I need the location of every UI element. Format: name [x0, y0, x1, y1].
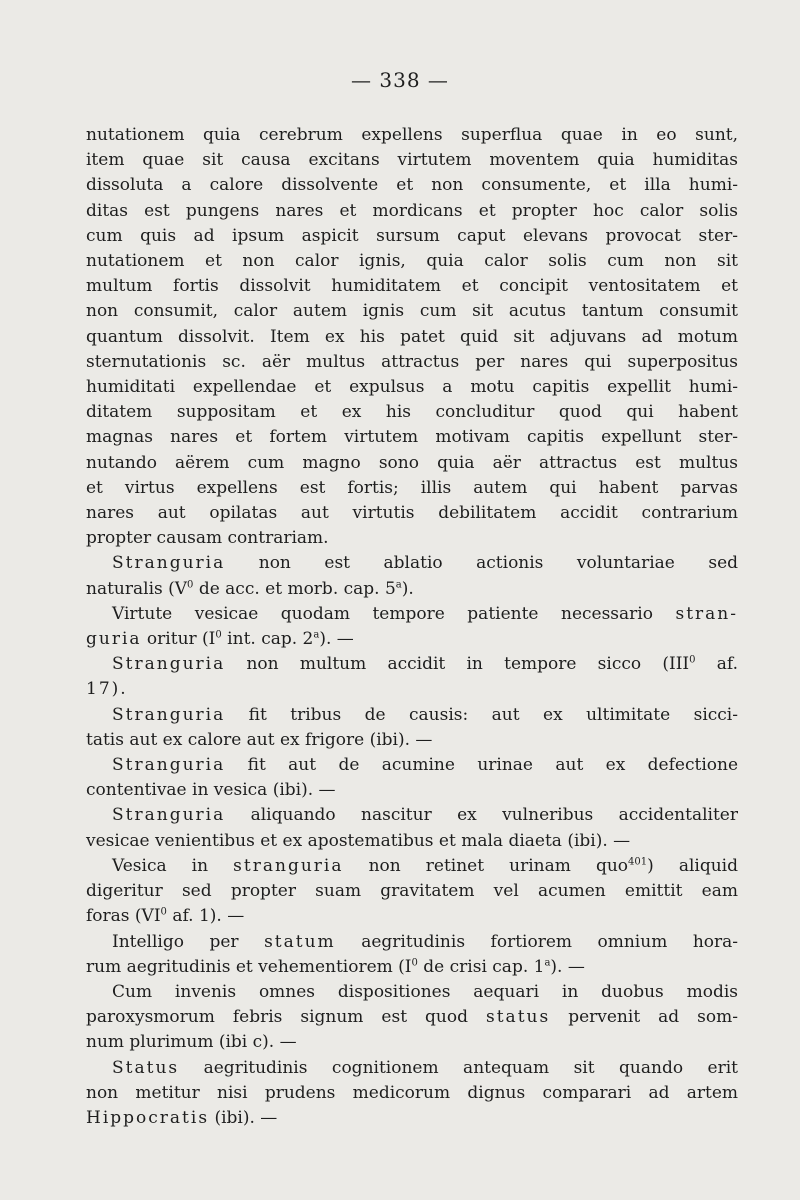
text-span: paroxysmorum febris signum est quod	[86, 1007, 468, 1028]
text-line: propter causam contrariam.	[86, 528, 329, 549]
text-line	[86, 955, 738, 980]
text-line: humiditati expellendae et expulsus a motu capitis expellit humi-	[86, 377, 738, 398]
text-line: non metitur nisi prudens medicorum dignus comparari ad artem	[86, 1082, 738, 1103]
text-line	[86, 803, 738, 828]
text-line	[86, 677, 738, 702]
text-line	[86, 652, 738, 677]
text-line	[86, 1056, 738, 1081]
superscript: a	[544, 957, 551, 969]
text-line	[86, 854, 738, 879]
text-span: ).	[401, 578, 414, 599]
text-line	[86, 904, 738, 929]
text-span: ). —	[550, 956, 585, 977]
text-span: ) aliquid	[647, 855, 739, 876]
text-span: non est ablatio actionis voluntariae sed	[258, 553, 739, 574]
superscript: 0	[215, 629, 222, 641]
text-span: 17).	[86, 679, 128, 700]
key-term: Stranguria	[112, 654, 226, 675]
key-term: Stranguria	[112, 553, 226, 574]
continued-paragraph	[86, 123, 738, 551]
superscript: 0	[689, 654, 696, 666]
entry-paragraph	[86, 854, 738, 930]
text-span: aegritudinis fortiorem omnium hora-	[361, 931, 739, 952]
text-span: int. cap. 2	[221, 629, 314, 650]
text-span: af. 1). —	[166, 906, 245, 927]
text-span: Virtute vesicae quodam tempore patiente necessario	[112, 603, 653, 624]
text-span: non multum accidit in tempore sicco (III	[246, 654, 690, 675]
text-span: aliquando nascitur ex vulneribus accidentaliter	[250, 805, 738, 826]
entry-paragraph	[86, 803, 738, 853]
footnote-marker: 401	[628, 856, 648, 868]
text-line: digeritur sed propter suam gravitatem vel acumen emittit eam	[86, 881, 738, 902]
text-line: non consumit, calor autem ignis cum sit acutus tantum consumit	[86, 301, 738, 322]
text-span: af.	[695, 654, 738, 675]
entry-paragraph	[86, 703, 738, 753]
text-span: fit tribus de causis: aut ex ultimitate sicci-	[248, 704, 738, 725]
entry-paragraph	[86, 551, 738, 601]
text-line	[86, 627, 738, 652]
key-term: Status	[112, 1057, 180, 1078]
text-line: Cum invenis omnes dispositiones aequari in duobus modis	[112, 981, 738, 1002]
entry-paragraph	[86, 1056, 738, 1132]
text-span: naturalis (V	[86, 578, 188, 599]
text-line: item quae sit causa excitans virtutem moventem quia humiditas	[86, 150, 738, 171]
entry-paragraph	[86, 602, 738, 652]
text-span: fit aut de acumine urinae aut ex defectione	[247, 755, 739, 776]
text-span: rum aegritudinis et vehementiorem (I	[86, 956, 412, 977]
superscript: 0	[411, 957, 418, 969]
text-line: quantum dissolvit. Item ex his patet quid sit adjuvans ad motum	[86, 326, 738, 347]
page-number: — 338 —	[351, 68, 449, 92]
key-term: Stranguria	[112, 805, 226, 826]
text-span: ). —	[319, 629, 354, 650]
text-line: multum fortis dissolvit humiditatem et concipit ventositatem et	[86, 276, 738, 297]
key-term: stranguria	[233, 855, 344, 876]
text-line: num plurimum (ibi c). —	[86, 1032, 297, 1053]
superscript: a	[395, 579, 402, 590]
text-line: contentivae in vesica (ibi). —	[86, 780, 336, 801]
entry-paragraph	[86, 753, 738, 803]
text-line: et virtus expellens est fortis; illis autem qui habent parvas	[86, 477, 738, 498]
text-line: ditatem suppositam et ex his concluditur quod qui habent	[86, 402, 738, 423]
key-term: guria	[86, 629, 142, 650]
text-span: pervenit ad som-	[568, 1007, 738, 1028]
text-line: magnas nares et fortem virtutem motivam capitis expellunt ster-	[86, 427, 738, 448]
text-line	[86, 1005, 738, 1030]
key-term: Stranguria	[112, 755, 226, 776]
key-term: Stranguria	[112, 704, 226, 725]
text-line: nutando aërem cum magno sono quia aër attractus est multus	[86, 452, 738, 473]
text-span: (ibi). —	[214, 1107, 278, 1128]
text-line: nutationem et non calor ignis, quia calor solis cum non sit	[86, 251, 738, 272]
text-line: nutationem quia cerebrum expellens superflua quae in eo sunt,	[86, 125, 738, 145]
text-line: vesicae venientibus et ex apostematibus et mala diaeta (ibi). —	[86, 830, 631, 851]
text-line: tatis aut ex calore aut ex frigore (ibi). —	[86, 729, 433, 750]
key-term: statum	[264, 931, 336, 952]
text-line: sternutationis sc. aër multus attractus per nares qui superpositus	[86, 351, 738, 372]
text-line	[86, 577, 738, 602]
text-line	[86, 551, 738, 576]
text-span: de acc. et morb. cap. 5	[193, 578, 396, 599]
text-line	[86, 753, 738, 778]
text-line: cum quis ad ipsum aspicit sursum caput elevans provocat ster-	[86, 225, 738, 246]
superscript: 0	[160, 906, 167, 918]
text-span: foras (VI	[86, 906, 161, 927]
key-term: Hippocratis	[86, 1107, 210, 1128]
key-term: status	[486, 1007, 551, 1028]
text-span: oritur (I	[141, 629, 216, 650]
text-span: non retinet urinam quo	[368, 855, 629, 876]
text-line	[86, 602, 738, 627]
text-line: nares aut opilatas aut virtutis debilitatem accidit contrarium	[86, 503, 738, 524]
text-line	[86, 930, 738, 955]
entry-paragraph	[86, 652, 738, 702]
entry-paragraph	[86, 930, 738, 980]
text-span: Intelligo per	[112, 931, 239, 952]
text-span: Vesica in	[112, 855, 209, 876]
text-span: aegritudinis cognitionem antequam sit quando erit	[203, 1057, 739, 1078]
superscript: 0	[187, 579, 194, 590]
text-span: de crisi cap. 1	[417, 956, 545, 977]
superscript: a	[313, 629, 320, 641]
key-term: stran-	[675, 603, 738, 624]
body-text	[86, 123, 738, 1131]
text-line: dissoluta a calore dissolvente et non consumente, et illa humi-	[86, 175, 738, 196]
text-line: ditas est pungens nares et mordicans et propter hoc calor solis	[86, 200, 738, 221]
text-line	[86, 703, 738, 728]
entry-paragraph	[86, 980, 738, 1056]
text-line	[86, 1106, 738, 1131]
